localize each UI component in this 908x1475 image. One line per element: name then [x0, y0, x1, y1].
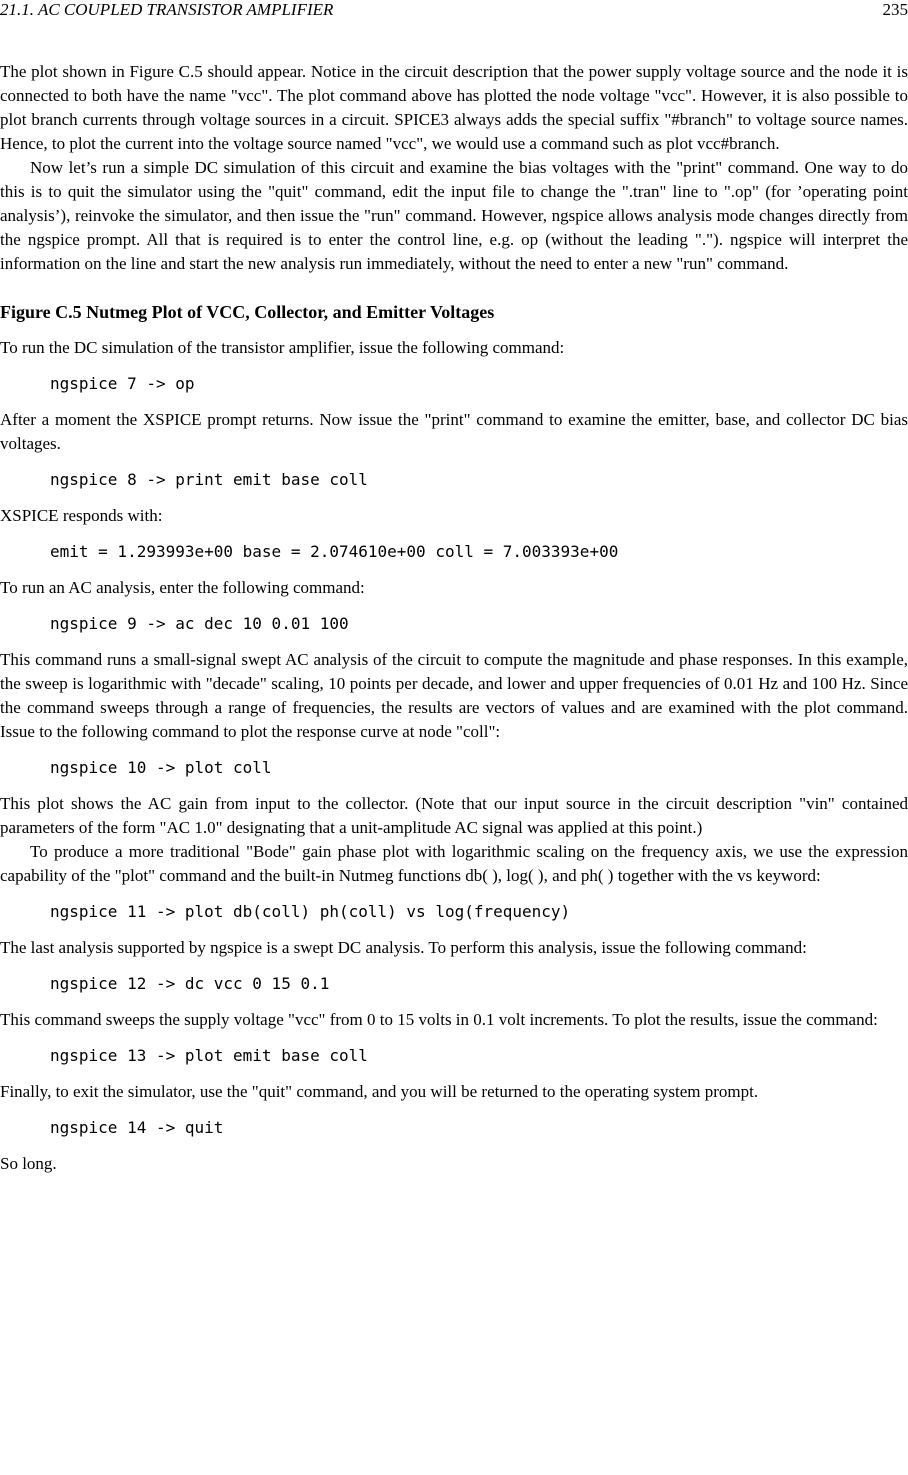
paragraph-exit: Finally, to exit the simulator, use the "quit" command, and you will be returned to the operating system prompt.: [0, 1082, 759, 1101]
paragraph-ac-description: This command runs a small-signal swept AC analysis of the circuit to compute the magnitude and phase responses. In this example, the sweep is logarithmic with "decade" scaling, 10 points per decade, and lower and upper frequencies of 0.01 Hz and 100 Hz. Since the command sweeps through a range of frequencies, the results are vectors of values and are examined with the plot command. Issue to the following command to plot the response curve at node "coll":: [0, 650, 908, 741]
paragraph-ac-gain: This plot shows the AC gain from input to the collector. (Note that our input source in the circuit description "vin" contained parameters of the form "AC 1.0" designating that a unit-amplitude AC signal was applied at this point.): [0, 794, 908, 837]
page-body: [0, 60, 908, 1176]
code-print-output: emit = 1.293993e+00 base = 2.074610e+00 coll = 7.003393e+00: [50, 542, 619, 561]
code-ac-command: ngspice 9 -> ac dec 10 0.01 100: [50, 614, 349, 633]
code-op-command: ngspice 7 -> op: [50, 374, 195, 393]
figure-caption: Figure C.5 Nutmeg Plot of VCC, Collector, and Emitter Voltages: [0, 302, 495, 322]
paragraph-run-dc: To run the DC simulation of the transistor amplifier, issue the following command:: [0, 338, 565, 357]
code-plot-coll: ngspice 10 -> plot coll: [50, 758, 272, 777]
code-print-command: ngspice 8 -> print emit base coll: [50, 470, 368, 489]
paragraph-xspice-responds: XSPICE responds with:: [0, 506, 163, 525]
code-plot-results: ngspice 13 -> plot emit base coll: [50, 1046, 368, 1065]
section-title: 21.1. AC COUPLED TRANSISTOR AMPLIFIER: [0, 0, 334, 19]
paragraph-ac-analysis: To run an AC analysis, enter the following command:: [0, 578, 365, 597]
code-bode-command: ngspice 11 -> plot db(coll) ph(coll) vs log(frequency): [50, 902, 571, 921]
code-dc-command: ngspice 12 -> dc vcc 0 15 0.1: [50, 974, 330, 993]
paragraph-print-command: After a moment the XSPICE prompt returns. Now issue the "print" command to examine the emitter, base, and collector DC bias voltages.: [0, 410, 908, 453]
paragraph-dc-simulation: Now let’s run a simple DC simulation of this circuit and examine the bias voltages with the "print" command. One way to do this is to quit the simulator using the "quit" command, edit the input file to change the ".tran" line to ".op" (for ’operating point analysis’), reinvoke the simulator, and then issue the "run" command. However, ngspice allows analysis mode changes directly from the ngspice prompt. All that is required is to enter the control line, e.g. op (without the leading "."). ngspice will interpret the information on the line and start the new analysis run immediately, without the need to enter a new "run" command.: [0, 158, 908, 273]
paragraph-plot-intro: The plot shown in Figure C.5 should appear. Notice in the circuit description that the power supply voltage source and the node it is connected to both have the name "vcc". The plot command above has plotted the node voltage "vcc". However, it is also possible to plot branch currents through voltage sources in a circuit. SPICE3 always adds the special suffix "#branch" to voltage source names. Hence, to plot the current into the voltage source named "vcc", we would use a command such as plot vcc#branch.: [0, 62, 908, 153]
paragraph-closing: So long.: [0, 1154, 57, 1173]
paragraph-bode-plot: To produce a more traditional "Bode" gain phase plot with logarithmic scaling on the frequency axis, we use the expression capability of the "plot" command and the built-in Nutmeg functions db( ), log( ), and ph( ) together with the vs keyword:: [0, 842, 908, 885]
paragraph-sweep-description: This command sweeps the supply voltage "vcc" from 0 to 15 volts in 0.1 volt increments. To plot the results, issue the command:: [0, 1010, 878, 1029]
paragraph-dc-sweep: The last analysis supported by ngspice is a swept DC analysis. To perform this analysis, issue the following command:: [0, 938, 807, 957]
code-quit-command: ngspice 14 -> quit: [50, 1118, 224, 1137]
page-number: 235: [882, 0, 908, 19]
running-header: [0, 0, 908, 20]
